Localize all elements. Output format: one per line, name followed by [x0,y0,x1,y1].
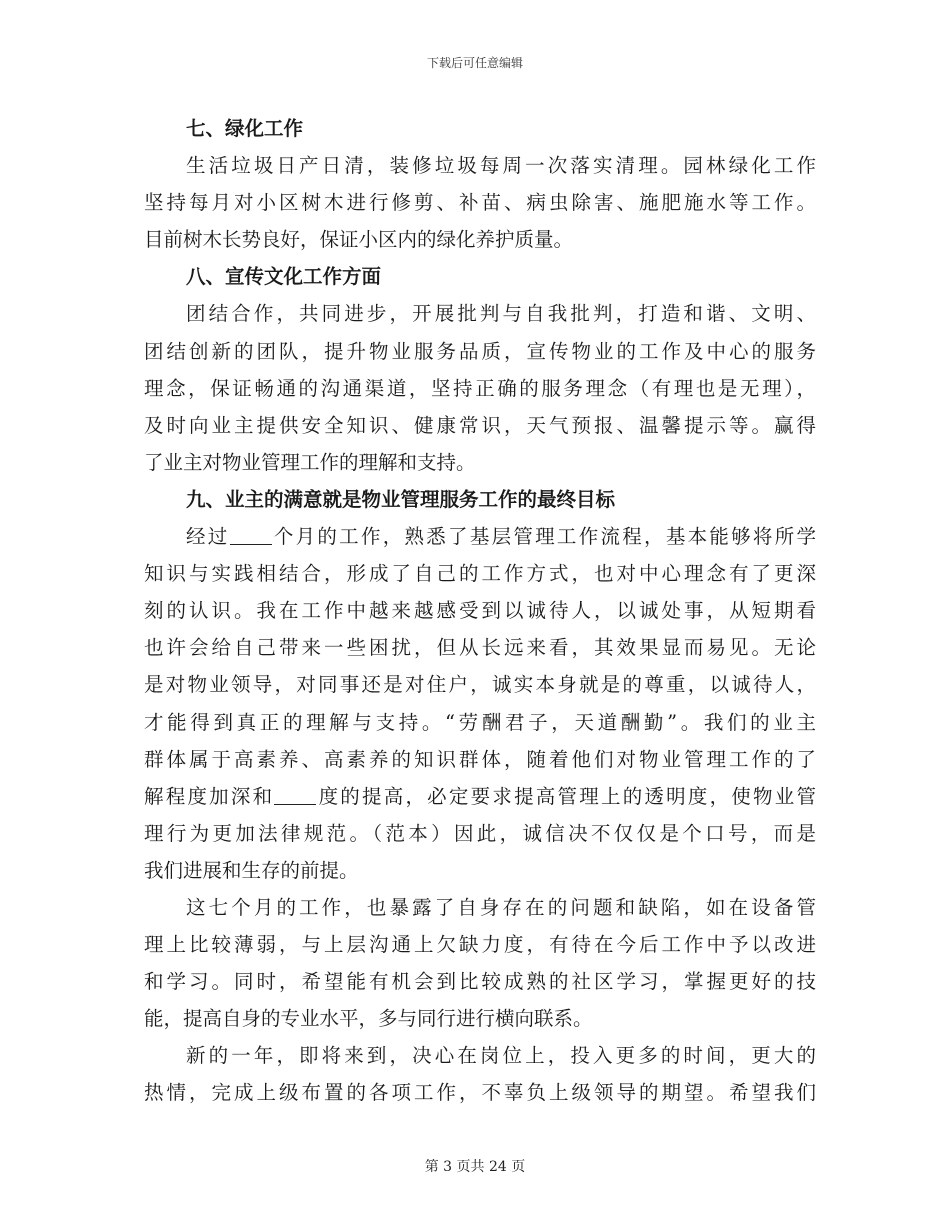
document-body [144,110,816,1112]
paragraph-line: 也许会给自己带来一些困扰，但从长远来看，其效果显而易见。无论 [144,636,816,660]
paragraph-line: 知识与实践相结合，形成了自己的工作方式，也对中心理念有了更深 [144,562,816,586]
paragraph-line: 才能得到真正的理解与支持。“劳酬君子，天道酬勤”。我们的业主 [144,710,816,734]
line-text: 经过 [186,525,230,549]
paragraph-line: 理上比较薄弱，与上层沟通上欠缺力度，有待在今后工作中予以改进 [144,933,816,957]
paragraph-line: 坚持每月对小区树木进行修剪、补苗、病虫除害、施肥施水等工作。 [144,191,816,215]
page-number: 第 3 页共 24 页 [424,1159,526,1175]
fill-in-blank [274,786,316,805]
paragraph-line [144,518,816,555]
paragraph-line: 新的一年，即将来到，决心在岗位上，投入更多的时间，更大的 [186,1044,816,1068]
fill-in-blank [230,526,272,545]
line-text: 解程度加深和 [144,784,275,808]
paragraph-line: 群体属于高素养、高素养的知识群体，随着他们对物业管理工作的了 [144,747,816,771]
page-header: 下载后可任意编辑 [426,56,523,70]
paragraph-line: 目前树木长势良好，保证小区内的绿化养护质量。 [144,228,574,252]
paragraph-line: 理念，保证畅通的沟通渠道，坚持正确的服务理念（有理也是无理）， [144,376,816,400]
section-heading-publicity: 八、宣传文化工作方面 [186,265,382,289]
paragraph-line: 和学习。同时，希望能有机会到比较成熟的社区学习，掌握更好的技 [144,970,816,994]
paragraph-line: 是对物业领导，对同事还是对住户，诚实本身就是的尊重，以诚待人， [144,673,816,697]
paragraph-line: 及时向业主提供安全知识、健康常识，天气预报、温馨提示等。赢得 [144,413,816,437]
paragraph-line: 生活垃圾日产日清，装修垃圾每周一次落实清理。园林绿化工作 [186,154,816,178]
line-text: 度的提高，必定要求提高管理上的透明度，使物业管 [316,784,816,808]
paragraph-line: 团结创新的团队，提升物业服务品质，宣传物业的工作及中心的服务 [144,339,816,363]
paragraph-line: 能，提高自身的专业水平，多与同行进行横向联系。 [144,1007,593,1031]
paragraph-line: 我们进展和生存的前提。 [144,858,359,882]
paragraph-line: 了业主对物业管理工作的理解和支持。 [144,450,476,474]
paragraph-line: 刻的认识。我在工作中越来越感受到以诚待人，以诚处事，从短期看 [144,599,816,623]
paragraph-line [144,778,816,815]
section-heading-owner-satisfaction: 九、业主的满意就是物业管理服务工作的最终目标 [186,487,616,511]
paragraph-line: 团结合作，共同进步，开展批判与自我批判，打造和谐、文明、 [186,302,816,326]
section-heading-greening: 七、绿化工作 [186,117,304,140]
line-text: 个月的工作，熟悉了基层管理工作流程，基本能够将所学 [271,525,816,549]
paragraph-line: 这七个月的工作，也暴露了自身存在的问题和缺陷，如在设备管 [186,895,816,919]
paragraph-line: 热情，完成上级布置的各项工作，不辜负上级领导的期望。希望我们 [144,1081,816,1105]
paragraph-line: 理行为更加法律规范。（范本）因此，诚信决不仅仅是个口号，而是 [144,821,816,845]
